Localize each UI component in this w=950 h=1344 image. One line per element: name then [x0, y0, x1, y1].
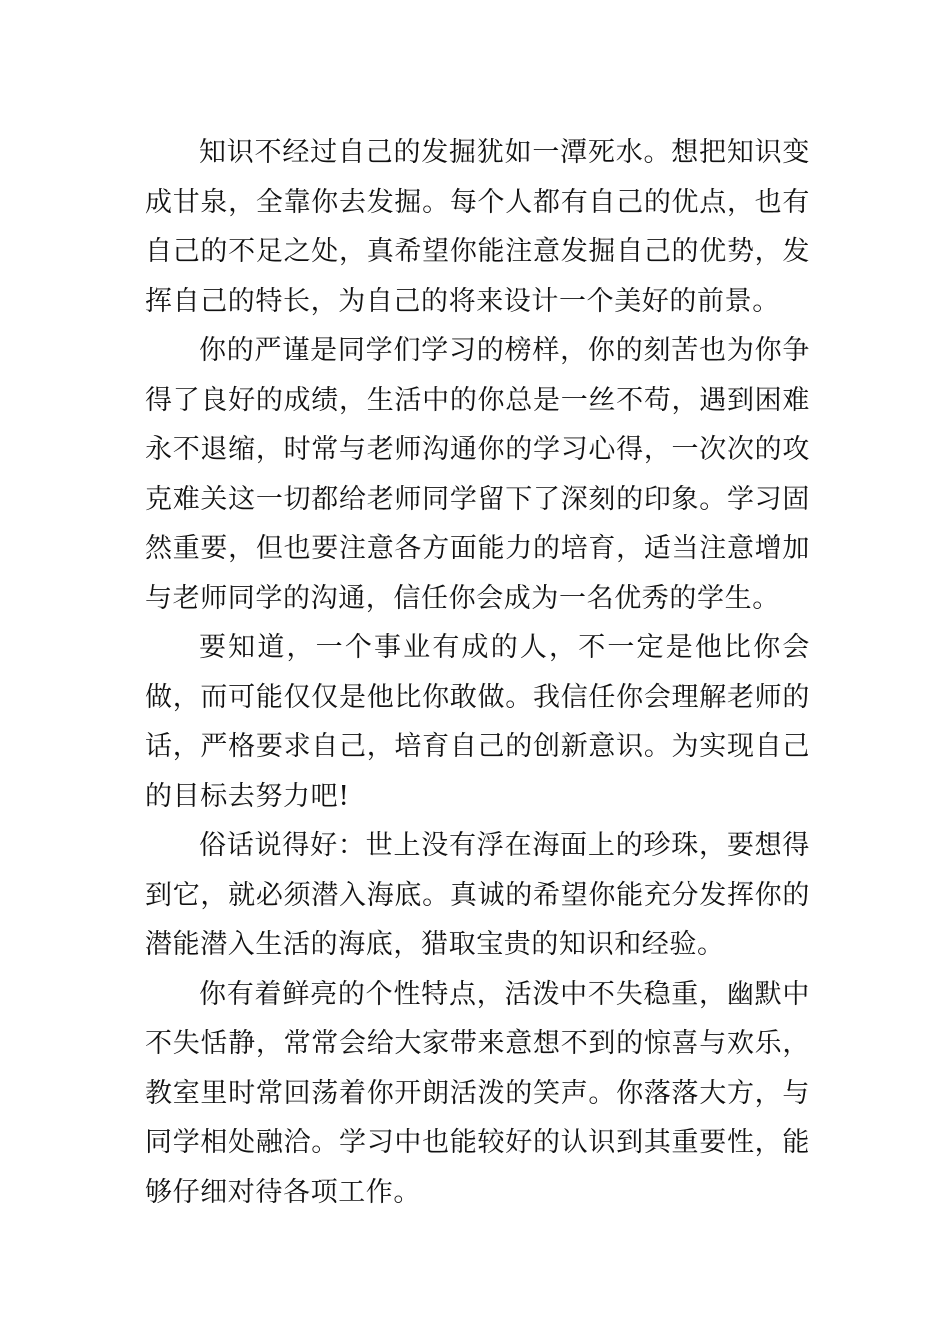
paragraph-1: 知识不经过自己的发掘犹如一潭死水。想把知识变成甘泉，全靠你去发掘。每个人都有自己的优点，也有自己的不足之处，真希望你能注意发掘自己的优势，发挥自己的特长，为自己的将来设计一个美好的前景。: [145, 137, 810, 317]
paragraph-5: 你有着鲜亮的个性特点，活泼中不失稳重，幽默中不失恬静，常常会给大家带来意想不到的惊喜与欢乐，教室里时常回荡着你开朗活泼的笑声。你落落大方，与同学相处融洽。学习中也能较好的认识到其重要性，能够仔细对待各项工作。: [145, 978, 810, 1208]
paragraph-4: 俗话说得好：世上没有浮在海面上的珍珠，要想得到它，就必须潜入海底。真诚的希望你能充分发挥你的潜能潜入生活的海底，猎取宝贵的知识和经验。: [145, 830, 810, 960]
document-body: [145, 128, 810, 1217]
paragraph-2: 你的严谨是同学们学习的榜样，你的刻苦也为你争得了良好的成绩，生活中的你总是一丝不苟，遇到困难永不退缩，时常与老师沟通你的学习心得，一次次的攻克难关这一切都给老师同学留下了深刻的印象。学习固然重要，但也要注意各方面能力的培育，适当注意增加与老师同学的沟通，信任你会成为一名优秀的学生。: [145, 335, 810, 614]
paragraph-3: 要知道，一个事业有成的人，不一定是他比你会做，而可能仅仅是他比你敢做。我信任你会理解老师的话，严格要求自己，培育自己的创新意识。为实现自己的目标去努力吧!: [145, 632, 810, 812]
